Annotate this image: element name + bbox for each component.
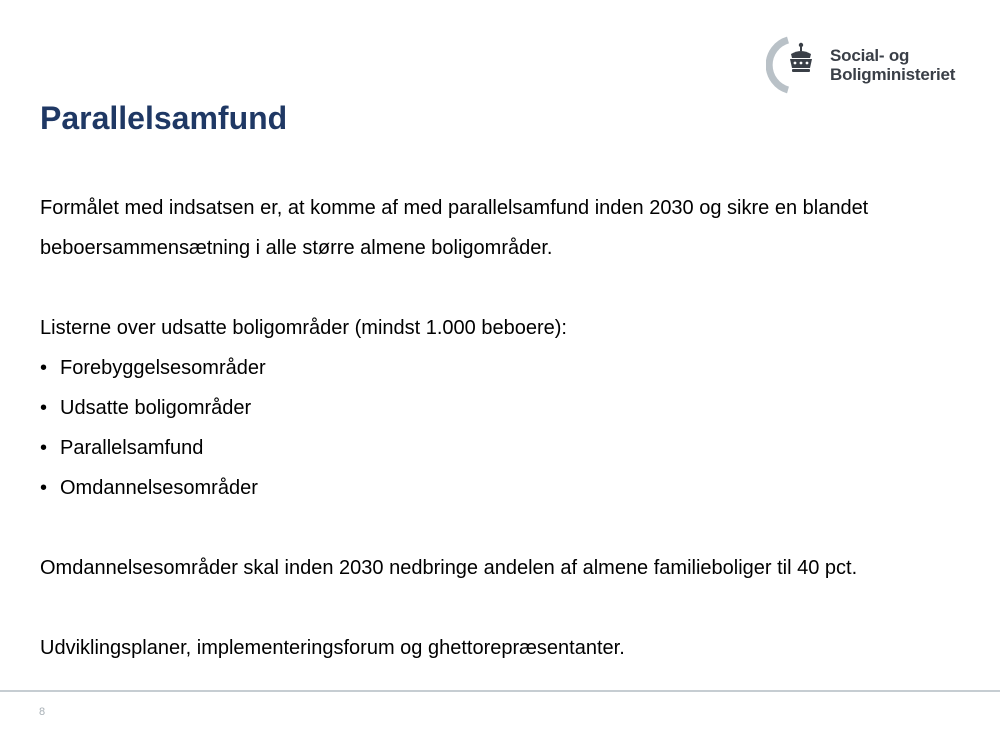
paragraph-2: Omdannelsesområder skal inden 2030 nedbringe andelen af almene familieboliger til 40 pct. <box>40 557 858 579</box>
intro-paragraph: Formålet med indsatsen er, at komme af med parallelsamfund inden 2030 og sikre en blandet beboersammensætning i alle større almene boligområder. <box>40 197 869 259</box>
list-item <box>40 348 975 388</box>
bullet-list <box>40 348 975 508</box>
paragraph-3: Udviklingsplaner, implementeringsforum og ghettorepræsentanter. <box>40 637 625 659</box>
list-item-text: Parallelsamfund <box>60 437 204 459</box>
logo-text <box>830 46 955 84</box>
slide-title: Parallelsamfund <box>40 100 288 136</box>
list-item <box>40 388 975 428</box>
bullet-icon: • <box>40 477 48 499</box>
crown-icon <box>766 36 830 94</box>
list-item-text: Forebyggelsesområder <box>60 357 266 379</box>
list-item <box>40 428 975 468</box>
list-item <box>40 468 975 508</box>
bullet-icon: • <box>40 397 48 419</box>
bullet-icon: • <box>40 437 48 459</box>
list-item-text: Omdannelsesområder <box>60 477 258 499</box>
bullet-icon: • <box>40 357 48 379</box>
slide-body <box>40 188 975 668</box>
page-number: 8 <box>39 706 46 718</box>
logo-line-1: Social- og <box>830 46 910 65</box>
logo-line-2: Boligministeriet <box>830 65 956 84</box>
footer-divider <box>0 690 1000 692</box>
list-heading: Listerne over udsatte boligområder (mindst 1.000 beboere): <box>40 317 567 339</box>
list-item-text: Udsatte boligområder <box>60 397 252 419</box>
ministry-logo <box>766 36 966 96</box>
